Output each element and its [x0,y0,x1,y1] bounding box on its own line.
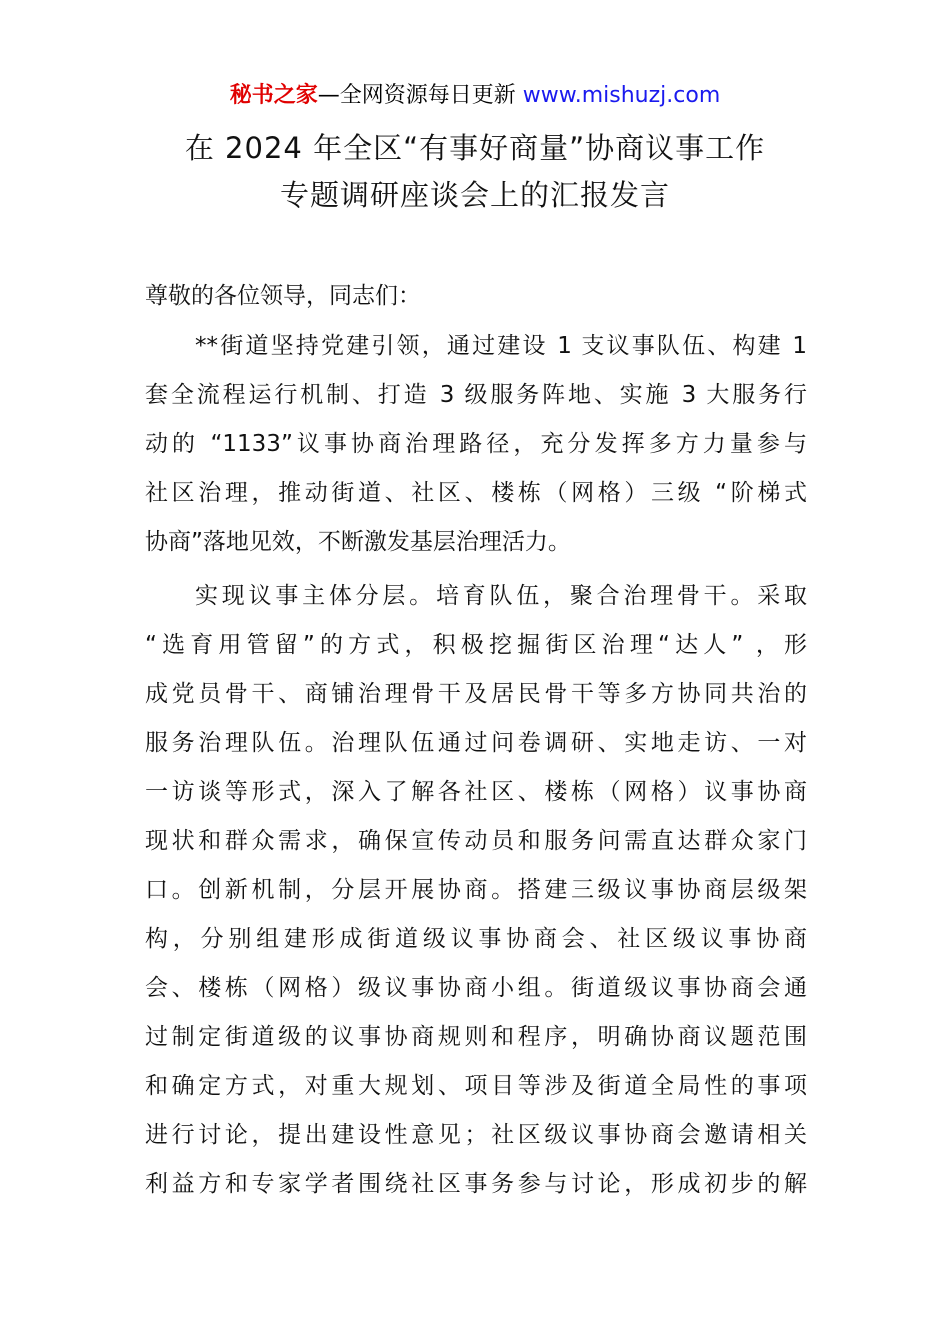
paragraph-line: 构，分别组建形成街道级议事协商会、社区级议事协商 [145,926,807,952]
site-link[interactable]: www.mishuzj.com [522,83,721,108]
paragraph-line: 成党员骨干、商铺治理骨干及居民骨干等多方协同共治的 [145,681,807,707]
paragraph-line: 协商”落地见效，不断激发基层治理活力。 [145,529,571,555]
document-title-line-1: 在 2024 年全区“有事好商量”协商议事工作 [184,131,766,165]
paragraph-line: 利益方和专家学者围绕社区事务参与讨论，形成初步的解 [145,1171,807,1197]
paragraph-line: 现状和群众需求，确保宣传动员和服务问需直达群众家门 [145,828,807,854]
paragraph-line: 实现议事主体分层。培育队伍，聚合治理骨干。采取 [195,583,807,609]
paragraph-line: **街道坚持党建引领，通过建设 1 支议事队伍、构建 1 [195,333,807,359]
paragraph-line: 过制定街道级的议事协商规则和程序，明确协商议题范围 [145,1024,807,1050]
watermark-header [0,80,950,112]
paragraph-line: 动的 “1133”议事协商治理路径，充分发挥多方力量参与 [145,431,807,457]
salutation: 尊敬的各位领导，同志们： [145,283,421,309]
paragraph-line: 社区治理，推动街道、社区、楼栋（网格）三级 “阶梯式 [145,480,807,506]
document-title-line-2: 专题调研座谈会上的汇报发言 [279,178,670,212]
brand-name: 秘书之家 [229,83,318,108]
paragraph-line: 服务治理队伍。治理队伍通过问卷调研、实地走访、一对 [145,730,807,756]
paragraph-line: 一访谈等形式，深入了解各社区、楼栋（网格）议事协商 [145,779,807,805]
brand-tagline: —全网资源每日更新 [317,83,516,108]
paragraph-line: 套全流程运行机制、打造 3 级服务阵地、实施 3 大服务行 [145,382,807,408]
paragraph-line: 和确定方式，对重大规划、项目等涉及街道全局性的事项 [145,1073,807,1099]
paragraph-line: 会、楼栋（网格）级议事协商小组。街道级议事协商会通 [145,975,807,1001]
paragraph-line: 口。创新机制，分层开展协商。搭建三级议事协商层级架 [145,877,807,903]
paragraph-line: 进行讨论，提出建设性意见；社区级议事协商会邀请相关 [145,1122,807,1148]
paragraph-line: “选育用管留”的方式，积极挖掘街区治理“达人” ，形 [145,632,807,658]
